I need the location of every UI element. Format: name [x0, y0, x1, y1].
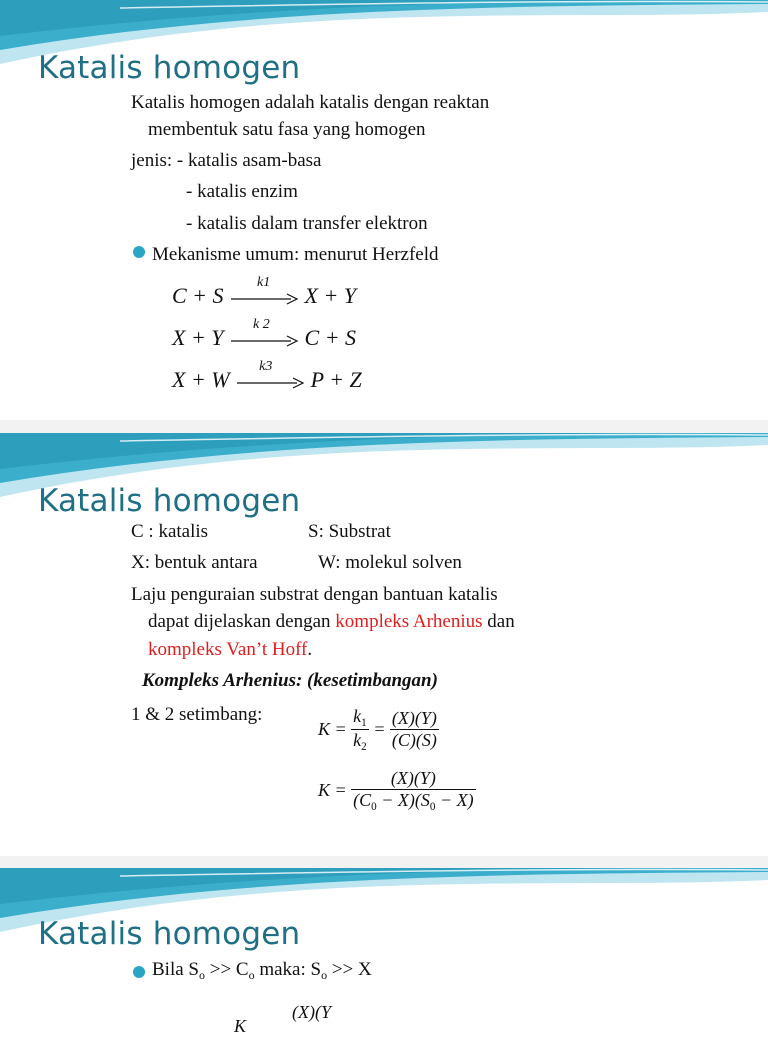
definition-solvent: W: molekul solven [318, 552, 462, 573]
equation-lhs: K = [318, 779, 347, 800]
rate-constant-k1: k1 [257, 274, 271, 290]
subscript: o [321, 968, 328, 983]
paragraph-text: . [307, 639, 313, 660]
fraction-numerator: (X)(Y) [351, 768, 475, 790]
fraction-equilibrium [351, 768, 475, 813]
definition-intermediate: X: bentuk antara [131, 552, 258, 573]
definition-substrate: S: Substrat [308, 521, 391, 542]
highlight-arhenius: kompleks Arhenius [335, 611, 483, 632]
reaction-arrow-2 [229, 316, 299, 351]
bullet-dot [133, 246, 145, 258]
reaction-2-right: C + S [304, 325, 357, 350]
subscript: o [248, 968, 255, 983]
equation-lhs: K = [318, 718, 347, 739]
condition-bullet [152, 958, 372, 987]
slide-separator [0, 420, 768, 433]
text: maka: S [254, 959, 322, 980]
definition-catalyst: C : katalis [131, 521, 209, 542]
slide-separator [0, 856, 768, 868]
slide-title: Katalis homogen [38, 916, 301, 952]
reaction-1 [172, 274, 357, 309]
text: >> X [327, 959, 372, 980]
equation-2 [318, 768, 476, 813]
equals-sign: = [373, 718, 386, 739]
fraction-denominator [351, 730, 369, 753]
types-line-1: jenis: - katalis asam-basa [131, 150, 322, 171]
mechanism-bullet: Mekanisme umum: menurut Herzfeld [152, 244, 439, 265]
paragraph-line-1: Laju penguraian substrat dengan bantuan katalis [131, 584, 498, 605]
reaction-1-right: X + Y [304, 283, 357, 308]
definition-line-1: Katalis homogen adalah katalis dengan reaktan [131, 92, 490, 113]
partial-equation-lhs: K [234, 1016, 247, 1036]
subscript: 1 [361, 716, 367, 729]
paragraph-line-2 [148, 610, 515, 634]
reaction-arrow-3 [235, 358, 305, 393]
reaction-3-right: P + Z [310, 367, 362, 392]
bullet-dot [133, 966, 145, 978]
subscript: 0 [371, 800, 377, 813]
slide-1 [0, 0, 768, 420]
arrow-right-icon [235, 371, 305, 393]
text: >> C [204, 959, 249, 980]
fraction-k1-k2 [351, 706, 369, 753]
equation-1 [318, 706, 439, 753]
paragraph-text: dan [482, 611, 515, 632]
fraction-numerator [351, 706, 369, 730]
reaction-2-left: X + Y [172, 325, 224, 350]
slide-title: Katalis homogen [38, 50, 301, 86]
arrow-right-icon [229, 329, 299, 351]
fraction-concentrations [390, 708, 439, 751]
slide-3 [0, 868, 768, 1036]
k-symbol: k [353, 729, 362, 750]
fraction-numerator: (X)(Y) [391, 707, 437, 728]
subscript: o [198, 968, 205, 983]
slide-2 [0, 433, 768, 856]
text: Bila S [152, 959, 199, 980]
term: − X)(S [376, 790, 430, 810]
types-line-3: - katalis dalam transfer elektron [186, 213, 428, 234]
highlight-vanthoff: kompleks Van’t Hoff [148, 639, 308, 660]
slide-title: Katalis homogen [38, 483, 301, 519]
reaction-arrow-1 [229, 274, 299, 309]
rate-constant-k3: k3 [259, 358, 273, 374]
types-line-2: - katalis enzim [186, 181, 298, 202]
term: − X) [435, 790, 474, 810]
rate-constant-k2: k 2 [253, 316, 270, 332]
fraction-denominator: (C)(S) [391, 729, 437, 750]
arrow-right-icon [229, 287, 299, 309]
k-symbol: k [353, 706, 362, 726]
subscript: 2 [361, 740, 367, 753]
section-heading: Kompleks Arhenius: (kesetimbangan) [142, 670, 438, 691]
subscript: 0 [429, 800, 436, 813]
paragraph-line-3 [148, 638, 312, 662]
reaction-2 [172, 316, 357, 351]
reaction-3 [172, 358, 362, 393]
equilibrium-label: 1 & 2 setimbang: [131, 704, 263, 725]
definition-line-2: membentuk satu fasa yang homogen [148, 119, 426, 140]
fraction-denominator [351, 790, 475, 813]
reaction-1-left: C + S [172, 283, 224, 308]
paragraph-text: dapat dijelaskan dengan [148, 611, 336, 632]
partial-equation-numerator: (X)(Y [292, 1002, 331, 1022]
term: (C [353, 790, 372, 810]
reaction-3-left: X + W [172, 367, 230, 392]
